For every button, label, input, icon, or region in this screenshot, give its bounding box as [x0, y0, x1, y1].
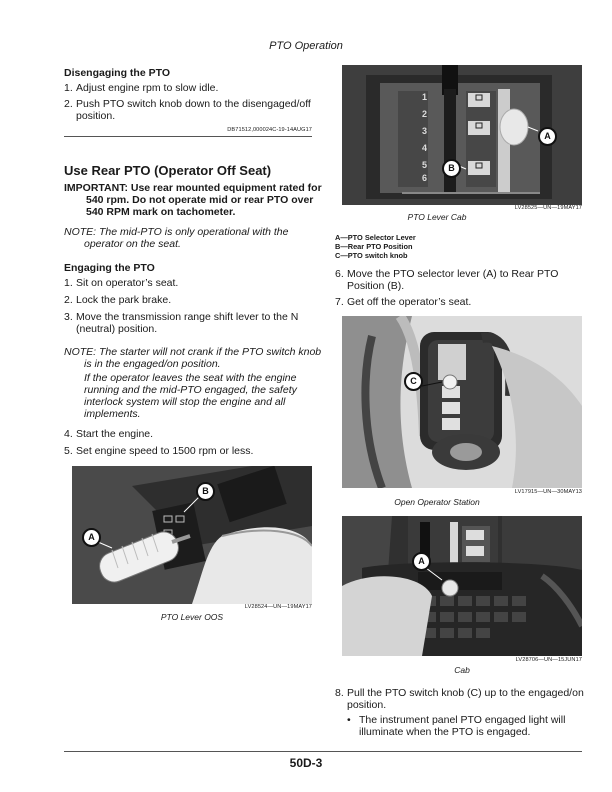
- cab-photo: [342, 516, 582, 656]
- bullet-text-cont: illuminate when the PTO is engaged.: [359, 726, 531, 738]
- step-number: 1.: [64, 277, 73, 289]
- step-number: 8.: [335, 687, 344, 699]
- pto-lever-oos-photo: [72, 466, 312, 604]
- step-text-cont: Position (B).: [347, 280, 405, 292]
- step-7: [335, 296, 585, 310]
- open-operator-station-photo: [342, 316, 582, 488]
- legend-item-c: C—PTO switch knob: [335, 251, 408, 260]
- gear-label-2: 2: [422, 109, 428, 119]
- note-starter-line-1: NOTE: The starter will not crank if the PTO switch knob: [64, 346, 322, 358]
- step-text: Adjust engine rpm to slow idle.: [76, 82, 219, 94]
- fig-cab-caption: PTO Lever Cab: [407, 212, 467, 222]
- open-station-illustration: [342, 316, 582, 488]
- note-interlock-line-1: If the operator leaves the seat with the engine: [84, 372, 297, 384]
- section-divider: [64, 136, 312, 137]
- engage-step-2: [64, 294, 314, 308]
- step-number: 3.: [64, 311, 73, 323]
- gear-label-5: 5: [422, 160, 428, 170]
- step-text: Push PTO switch knob down to the disengaged/off: [76, 98, 311, 110]
- fig-cab2-caption: Cab: [454, 665, 470, 675]
- note-interlock-line-4: implements.: [84, 408, 141, 420]
- step-text: Sit on operator’s seat.: [76, 277, 179, 289]
- step-text: Lock the park brake.: [76, 294, 172, 306]
- note-mid-pto-line-2: operator on the seat.: [84, 238, 181, 250]
- step-text-cont: (neutral) position.: [76, 323, 158, 335]
- note-interlock-line-2: running and the mid-PTO engaged, the safety: [84, 384, 297, 396]
- disengage-step-1: [64, 82, 314, 96]
- page-number: 50D-3: [289, 756, 323, 770]
- fig-station-ref: LV17915—UN—30MAY13: [514, 489, 582, 495]
- legend-item-a: A—PTO Selector Lever: [335, 233, 416, 242]
- engage-step-3: [64, 311, 314, 339]
- gear-label-3: 3: [422, 126, 428, 136]
- step-6: [335, 268, 585, 296]
- gear-label-1: 1: [422, 92, 428, 102]
- bullet-text: The instrument panel PTO engaged light will: [359, 714, 566, 726]
- callout-a: A: [82, 528, 101, 547]
- fig-cab2-ref: LV28706—UN—15JUN17: [515, 657, 582, 663]
- disengaging-heading: Disengaging the PTO: [64, 67, 170, 79]
- step-text: Get off the operator’s seat.: [347, 296, 472, 308]
- fig-oos-caption: PTO Lever OOS: [160, 612, 224, 622]
- callout-c: C: [404, 372, 423, 391]
- step-text: Pull the PTO switch knob (C) up to the engaged/on: [347, 687, 584, 699]
- fig-cab-ref: LV28525—UN—19MAY17: [514, 205, 582, 211]
- note-interlock-line-3: interlock system will stop the engine and all: [84, 396, 286, 408]
- step-text: Move the PTO selector lever (A) to Rear PTO: [347, 268, 559, 280]
- gear-label-6: 6: [422, 173, 428, 183]
- engage-step-4: [64, 428, 314, 442]
- callout-a: A: [412, 552, 431, 571]
- fig-station-caption: Open Operator Station: [394, 497, 480, 507]
- step-number: 7.: [335, 296, 344, 308]
- step-8: [335, 687, 590, 715]
- page-header-title: PTO Operation: [269, 40, 343, 52]
- legend-item-b: B—Rear PTO Position: [335, 242, 413, 251]
- step-number: 6.: [335, 268, 344, 280]
- fig-oos-ref: LV28524—UN—19MAY17: [244, 604, 312, 610]
- note-mid-pto-line-1: NOTE: The mid-PTO is only operational with the: [64, 226, 289, 238]
- pto-lever-oos-illustration: [72, 466, 312, 604]
- use-rear-heading: Use Rear PTO (Operator Off Seat): [64, 163, 272, 178]
- step-number: 4.: [64, 428, 73, 440]
- engage-step-1: [64, 277, 314, 291]
- important-line-2: 540 rpm. Do not operate mid or rear PTO over: [86, 194, 314, 206]
- step-8-bullet: [347, 714, 587, 740]
- note-starter-line-2: is in the engaged/on position.: [84, 358, 221, 370]
- engage-step-5: [64, 445, 314, 459]
- bullet-glyph: •: [347, 714, 351, 726]
- disengaging-ref: DB71512,000024C-19-14AUG17: [227, 127, 312, 133]
- pto-lever-cab-photo: [342, 65, 582, 205]
- step-number: 2.: [64, 294, 73, 306]
- callout-a: A: [538, 127, 557, 146]
- step-text: Move the transmission range shift lever to the N: [76, 311, 299, 323]
- step-number: 5.: [64, 445, 73, 457]
- step-text-cont: position.: [76, 110, 116, 122]
- step-text: Set engine speed to 1500 rpm or less.: [76, 445, 254, 457]
- callout-b: B: [442, 159, 461, 178]
- step-text: Start the engine.: [76, 428, 154, 440]
- callout-b: B: [196, 482, 215, 501]
- gear-label-4: 4: [422, 143, 428, 153]
- cab-illustration: [342, 516, 582, 656]
- step-text-cont: position.: [347, 699, 387, 711]
- step-number: 1.: [64, 82, 73, 94]
- step-number: 2.: [64, 98, 73, 110]
- footer-rule: [64, 751, 582, 752]
- disengage-step-2: [64, 98, 314, 126]
- important-line-1: IMPORTANT: Use rear mounted equipment rated for: [64, 182, 322, 194]
- important-line-3: 540 RPM mark on tachometer.: [86, 206, 236, 218]
- engaging-heading: Engaging the PTO: [64, 262, 155, 274]
